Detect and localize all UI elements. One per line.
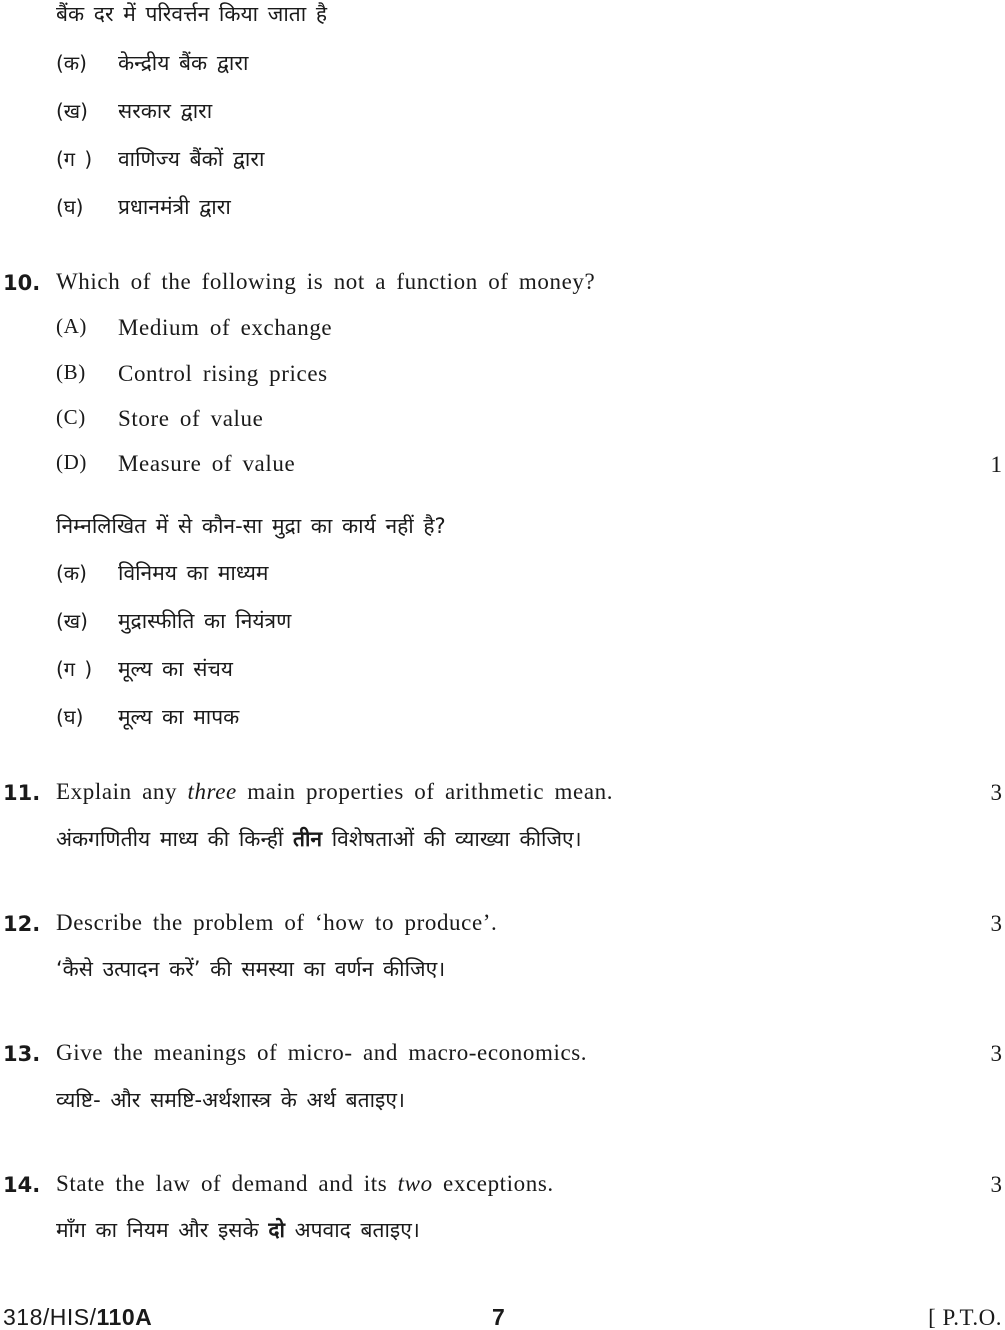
option-label: (A): [56, 314, 87, 338]
question-number: 11.: [3, 781, 41, 805]
option-label: (ग ): [56, 657, 93, 681]
q11-hindi-bold: तीन: [292, 827, 323, 851]
q14-hindi-before: माँग का नियम और इसके: [56, 1218, 269, 1242]
q11-hindi: [56, 829, 582, 850]
paper-code: [3, 1306, 152, 1329]
q10-text: Which of the following is not a function of money?: [56, 269, 596, 294]
q13-hindi: व्यष्टि- और समष्टि-अर्थशास्त्र के अर्थ बताइए।: [56, 1088, 405, 1112]
q11-hindi-after: विशेषताओं की व्याख्या कीजिए।: [322, 827, 582, 851]
q14-text-before: State the law of demand and its: [56, 1171, 398, 1196]
q14-text: [56, 1172, 554, 1195]
q14-hindi-after: अपवाद बताइए।: [284, 1218, 420, 1242]
option-label: (क): [56, 561, 87, 585]
option-label: (ग ): [56, 147, 93, 171]
q12-text: Describe the problem of ‘how to produce’.: [56, 910, 498, 935]
q11-text-after: main properties of arithmetic mean.: [236, 779, 614, 804]
option-label: (D): [56, 450, 87, 474]
paper-code-prefix: 318/HIS/: [3, 1304, 97, 1330]
question-number: 14.: [3, 1173, 41, 1197]
option-text: Measure of value: [118, 451, 296, 476]
option-label: (ख): [56, 99, 88, 123]
q14-text-after: exceptions.: [432, 1171, 554, 1196]
option-text: विनिमय का माध्यम: [118, 561, 269, 585]
q14-marks: 3: [990, 1172, 1002, 1197]
paper-code-bold: 110A: [96, 1304, 153, 1330]
question-number: 13.: [3, 1042, 41, 1066]
option-label: (क): [56, 51, 87, 75]
q11-text-italic: three: [187, 779, 237, 804]
pto-label: [ P.T.O.: [928, 1305, 1002, 1330]
option-label: (घ): [56, 195, 84, 219]
option-text: वाणिज्य बैंकों द्वारा: [118, 147, 265, 171]
q12-hindi: ‘कैसे उत्पादन करें’ की समस्या का वर्णन कीजिए।: [56, 957, 446, 981]
q13-text: Give the meanings of micro- and macro-economics.: [56, 1040, 588, 1065]
question-number: 12.: [3, 912, 41, 936]
question-number: 10.: [3, 271, 41, 295]
q10-hindi-stem: निम्नलिखित में से कौन-सा मुद्रा का कार्य नहीं है?: [56, 514, 446, 538]
option-text: Control rising prices: [118, 361, 328, 386]
option-label: (ख): [56, 609, 88, 633]
q11-hindi-before: अंकगणितीय माध्य की किन्हीं: [56, 827, 293, 851]
option-text: मुद्रास्फीति का नियंत्रण: [118, 609, 292, 633]
option-label: (B): [56, 360, 86, 384]
option-text: सरकार द्वारा: [118, 99, 213, 123]
option-label: (घ): [56, 705, 84, 729]
option-text: मूल्य का संचय: [118, 657, 233, 681]
q10-marks: 1: [990, 452, 1002, 477]
q12-marks: 3: [990, 911, 1002, 936]
q9-hindi-stem: बैंक दर में परिवर्त्तन किया जाता है: [56, 2, 328, 26]
q14-hindi-bold: दो: [268, 1218, 285, 1242]
q14-hindi: [56, 1220, 420, 1241]
q11-marks: 3: [990, 780, 1002, 805]
q13-marks: 3: [990, 1041, 1002, 1066]
option-text: प्रधानमंत्री द्वारा: [118, 195, 231, 219]
option-text: Medium of exchange: [118, 315, 333, 340]
option-label: (C): [56, 405, 86, 429]
q11-text: [56, 780, 613, 803]
page-number: 7: [492, 1304, 505, 1330]
option-text: Store of value: [118, 406, 264, 431]
option-text: मूल्य का मापक: [118, 705, 240, 729]
option-text: केन्द्रीय बैंक द्वारा: [118, 51, 249, 75]
q11-text-before: Explain any: [56, 779, 188, 804]
q14-text-italic: two: [397, 1171, 433, 1196]
